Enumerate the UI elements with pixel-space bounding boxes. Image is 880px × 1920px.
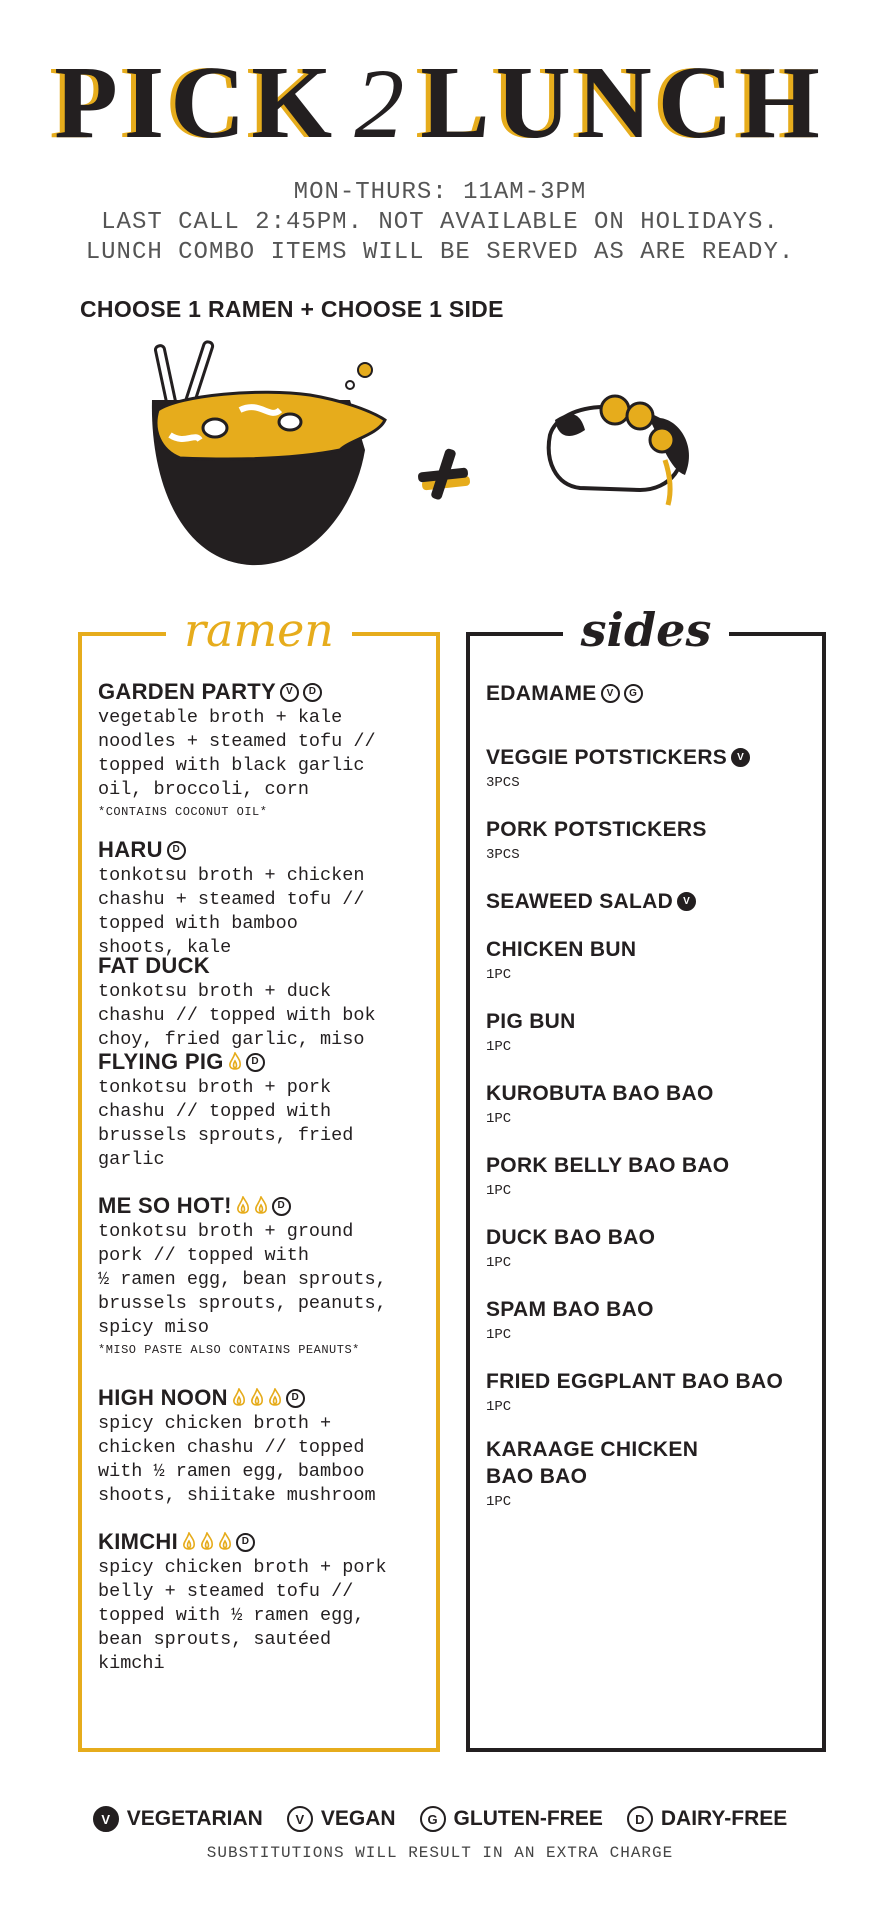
title-number: 2 xyxy=(354,48,405,159)
combo-illustration xyxy=(140,340,740,570)
flame-icon xyxy=(228,1052,242,1072)
side-item-title: EDAMAME xyxy=(486,682,597,705)
vegetarian-icon: V xyxy=(731,748,750,767)
ramen-item-description: with ½ ramen egg, bamboo xyxy=(98,1461,365,1482)
legend-gluten-free xyxy=(420,1806,603,1832)
side-item xyxy=(486,1224,816,1273)
flame-icon xyxy=(200,1532,214,1552)
dairy-free-icon: D xyxy=(303,683,322,702)
side-item xyxy=(486,1152,816,1201)
side-item-quantity: 1PC xyxy=(486,1399,512,1415)
ramen-item-description: tonkotsu broth + ground xyxy=(98,1221,354,1242)
gluten-free-icon: G xyxy=(624,684,643,703)
legend-vegetarian xyxy=(93,1806,263,1832)
ramen-item-description: topped with black garlic xyxy=(98,755,365,776)
side-item-title: PORK POTSTICKERS xyxy=(486,818,707,841)
side-item-quantity: 1PC xyxy=(486,1039,512,1055)
ramen-item-title: FLYING PIG xyxy=(98,1049,224,1074)
ramen-item-description: spicy chicken broth + pork xyxy=(98,1557,387,1578)
ramen-item-title: HARU xyxy=(98,837,163,862)
ramen-item-description: topped with bamboo xyxy=(98,913,298,934)
ramen-section xyxy=(78,603,440,1752)
ramen-item-description: pork // topped with xyxy=(98,1245,309,1266)
side-item-title: DUCK BAO BAO xyxy=(486,1226,656,1249)
page-title xyxy=(0,45,880,160)
side-item-name xyxy=(486,1152,816,1179)
side-item-title: SEAWEED SALAD xyxy=(486,890,674,913)
legend-dairy-free-label: DAIRY-FREE xyxy=(660,1807,788,1830)
ramen-item-description: tonkotsu broth + duck xyxy=(98,981,332,1002)
dairy-free-icon: D xyxy=(246,1053,265,1072)
ramen-item xyxy=(98,836,428,960)
legend-vegan xyxy=(287,1806,396,1832)
ramen-heading: ramen xyxy=(166,600,352,660)
side-item xyxy=(486,936,816,985)
side-item-quantity: 1PC xyxy=(486,1327,512,1343)
ramen-item-description: tonkotsu broth + pork xyxy=(98,1077,332,1098)
ramen-item-name xyxy=(98,1048,428,1076)
last-call-line: LAST CALL 2:45PM. NOT AVAILABLE ON HOLIDAYS. xyxy=(101,209,779,236)
ramen-item xyxy=(98,1048,428,1172)
ramen-item-description: brussels sprouts, fried xyxy=(98,1125,354,1146)
dairy-free-icon: D xyxy=(236,1533,255,1552)
ramen-item-description: belly + steamed tofu // xyxy=(98,1581,354,1602)
ramen-item xyxy=(98,1384,428,1508)
ramen-item-description: chashu // topped with bok xyxy=(98,1005,376,1026)
ramen-item-note: *CONTAINS COCONUT OIL* xyxy=(98,805,268,819)
side-item-title: BAO BAO xyxy=(486,1465,588,1488)
ramen-item-title: FAT DUCK xyxy=(98,953,210,978)
flame-icon xyxy=(250,1388,264,1408)
side-item-name xyxy=(486,888,816,915)
ramen-item-description: kimchi xyxy=(98,1653,165,1674)
side-item-name xyxy=(486,1463,816,1490)
ramen-item-name xyxy=(98,678,428,706)
dairy-free-icon: D xyxy=(167,841,186,860)
side-item-title: PORK BELLY BAO BAO xyxy=(486,1154,730,1177)
ramen-item-description: chicken chashu // topped xyxy=(98,1437,365,1458)
ramen-item xyxy=(98,678,428,822)
vegetarian-icon: V xyxy=(677,892,696,911)
bao-bun-icon xyxy=(549,396,689,505)
title-pick: PICK xyxy=(54,45,339,160)
substitutions-note: SUBSTITUTIONS WILL RESULT IN AN EXTRA CHARGE xyxy=(206,1844,674,1862)
side-item xyxy=(486,816,816,865)
side-item xyxy=(486,1368,816,1417)
sides-heading: sides xyxy=(563,600,730,660)
ramen-item-note: *MISO PASTE ALSO CONTAINS PEANUTS* xyxy=(98,1343,360,1357)
side-item-name xyxy=(486,680,816,707)
side-item xyxy=(486,1296,816,1345)
side-item-name xyxy=(486,936,816,963)
ramen-item-description: shoots, kale xyxy=(98,937,232,958)
side-item-quantity: 1PC xyxy=(486,1494,512,1510)
ramen-item-name xyxy=(98,1192,428,1220)
ramen-item-description: bean sprouts, sautéed xyxy=(98,1629,332,1650)
side-item-title: VEGGIE POTSTICKERS xyxy=(486,746,728,769)
legend-vegan-label: VEGAN xyxy=(320,1807,396,1830)
ramen-item-name xyxy=(98,1528,428,1556)
ramen-item-description: choy, fried garlic, miso xyxy=(98,1029,365,1050)
ramen-item-name xyxy=(98,1384,428,1412)
side-item-quantity: 3PCS xyxy=(486,775,520,791)
ramen-item xyxy=(98,1528,428,1676)
ramen-item-description: garlic xyxy=(98,1149,165,1170)
ramen-item-description: ½ ramen egg, bean sprouts, xyxy=(98,1269,387,1290)
ramen-item-name xyxy=(98,952,428,980)
flame-icon xyxy=(268,1388,282,1408)
ramen-item-description: chashu // topped with xyxy=(98,1101,332,1122)
plus-icon xyxy=(418,448,471,501)
dietary-legend xyxy=(0,1806,880,1832)
flame-icon xyxy=(182,1532,196,1552)
ramen-item-description: chashu + steamed tofu // xyxy=(98,889,365,910)
side-item-title: CHICKEN BUN xyxy=(486,938,637,961)
choose-instructions: CHOOSE 1 RAMEN + CHOOSE 1 SIDE xyxy=(80,296,504,322)
ramen-item-description: brussels sprouts, peanuts, xyxy=(98,1293,387,1314)
hours-line: MON-THURS: 11AM-3PM xyxy=(293,179,587,206)
vegetarian-icon: V xyxy=(93,1806,119,1832)
ramen-item-title: HIGH NOON xyxy=(98,1385,228,1410)
side-item-title: KUROBUTA BAO BAO xyxy=(486,1082,714,1105)
ramen-item-description: vegetable broth + kale xyxy=(98,707,343,728)
side-item-name xyxy=(486,744,816,771)
side-item-quantity: 1PC xyxy=(486,1255,512,1271)
flame-icon xyxy=(236,1196,250,1216)
side-item xyxy=(486,888,816,915)
ramen-item-name xyxy=(98,836,428,864)
side-item-name xyxy=(486,1224,816,1251)
ramen-item-title: KIMCHI xyxy=(98,1529,179,1554)
dairy-free-icon: D xyxy=(272,1197,291,1216)
side-item-quantity: 1PC xyxy=(486,1111,512,1127)
legend-vegetarian-label: VEGETARIAN xyxy=(126,1807,263,1830)
ramen-bowl-icon xyxy=(152,341,385,565)
side-item-title: PIG BUN xyxy=(486,1010,576,1033)
side-item-title: FRIED EGGPLANT BAO BAO xyxy=(486,1370,784,1393)
ramen-item-description: noodles + steamed tofu // xyxy=(98,731,376,752)
side-item-name xyxy=(486,1368,816,1395)
legend-dairy-free xyxy=(627,1806,787,1832)
ramen-item-title: GARDEN PARTY xyxy=(98,679,276,704)
side-item-name xyxy=(486,1008,816,1035)
dairy-free-icon: D xyxy=(627,1806,653,1832)
ramen-item-description: shoots, shiitake mushroom xyxy=(98,1485,376,1506)
title-lunch: LUNCH xyxy=(420,45,826,160)
ramen-item xyxy=(98,952,428,1052)
ramen-item-description: oil, broccoli, corn xyxy=(98,779,309,800)
side-item-quantity: 3PCS xyxy=(486,847,520,863)
sides-section xyxy=(466,603,826,1752)
side-item xyxy=(486,1008,816,1057)
ramen-item-title: ME SO HOT! xyxy=(98,1193,232,1218)
flame-icon xyxy=(218,1532,232,1552)
side-item-title: SPAM BAO BAO xyxy=(486,1298,654,1321)
legend-gluten-free-label: GLUTEN-FREE xyxy=(453,1807,603,1830)
side-item-title: KARAAGE CHICKEN xyxy=(486,1438,699,1461)
served-line: LUNCH COMBO ITEMS WILL BE SERVED AS ARE READY. xyxy=(85,239,795,266)
ramen-item-description: spicy miso xyxy=(98,1317,210,1338)
vegan-icon: V xyxy=(601,684,620,703)
ramen-item xyxy=(98,1192,428,1360)
side-item xyxy=(486,1080,816,1129)
flame-icon xyxy=(232,1388,246,1408)
side-item-quantity: 1PC xyxy=(486,967,512,983)
side-item xyxy=(486,1436,816,1512)
dairy-free-icon: D xyxy=(286,1389,305,1408)
ramen-item-description: spicy chicken broth + xyxy=(98,1413,332,1434)
gluten-free-icon: G xyxy=(420,1806,446,1832)
side-item-name xyxy=(486,1436,816,1463)
side-item-quantity: 1PC xyxy=(486,1183,512,1199)
vegan-icon: V xyxy=(280,683,299,702)
ramen-item-description: topped with ½ ramen egg, xyxy=(98,1605,365,1626)
flame-icon xyxy=(254,1196,268,1216)
side-item-name xyxy=(486,1080,816,1107)
hours-info xyxy=(0,178,880,268)
side-item-name xyxy=(486,1296,816,1323)
side-item-name xyxy=(486,816,816,843)
side-item xyxy=(486,744,816,793)
ramen-item-description: tonkotsu broth + chicken xyxy=(98,865,365,886)
side-item xyxy=(486,680,816,707)
vegan-icon: V xyxy=(287,1806,313,1832)
